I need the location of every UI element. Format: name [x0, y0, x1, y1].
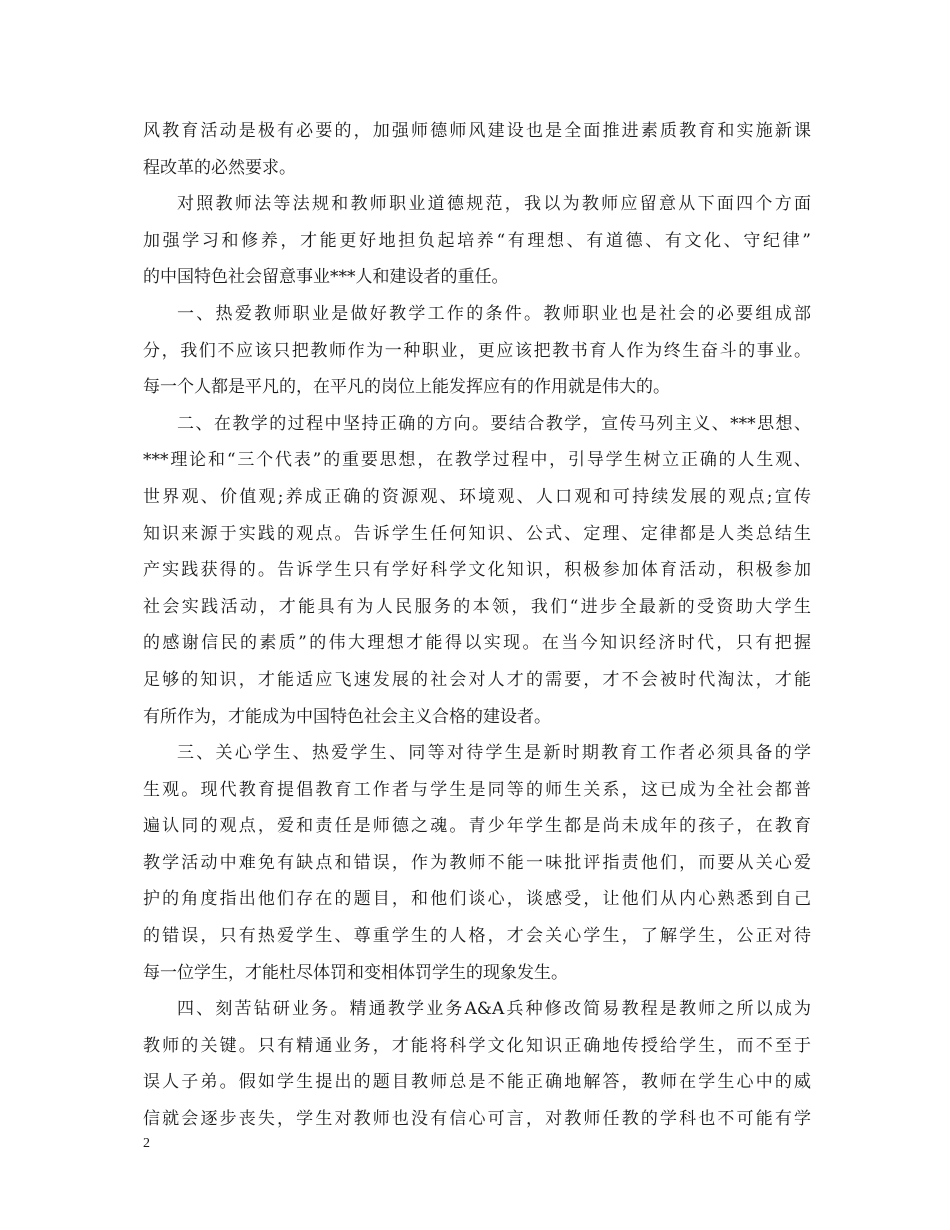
text-line: 社会实践活动，才能具有为人民服务的本领，我们“进步全最新的受资助大学生 [143, 596, 811, 617]
document-body [143, 113, 811, 1138]
text-line: 三、关心学生、热爱学生、同等对待学生是新时期教育工作者必须具备的学 [177, 743, 811, 764]
text-line: ***理论和“三个代表”的重要思想，在教学过程中，引导学生树立正确的人生观、 [143, 450, 811, 471]
paragraph [143, 296, 811, 406]
text-line: 对照教师法等法规和教师职业道德规范，我以为教师应留意从下面四个方面 [177, 194, 811, 215]
text-line: 的感谢信民的素质”的伟大理想才能得以实现。在当今知识经济时代，只有把握 [143, 633, 811, 654]
text-line: 一、热爱教师职业是做好教学工作的条件。教师职业也是社会的必要组成部 [177, 303, 811, 324]
text-line: 风教育活动是极有必要的，加强师德师风建设也是全面推进素质教育和实施新课 [143, 121, 811, 141]
text-line: 足够的知识，才能适应飞速发展的社会对人才的需要，才不会被时代淘汰，才能 [143, 669, 811, 690]
text-line: 生观。现代教育提倡教育工作者与学生是同等的师生关系，这已成为全社会都普 [143, 779, 811, 800]
paragraph [143, 406, 811, 735]
text-line: 每一个人都是平凡的，在平凡的岗位上能发挥应有的作用就是伟大的。 [143, 377, 670, 398]
text-line: 产实践获得的。告诉学生只有学好科学文化知识，积极参加体育活动，积极参加 [143, 560, 811, 581]
text-line: 二、在教学的过程中坚持正确的方向。要结合教学，宣传马列主义、***思想、 [177, 413, 811, 434]
text-line: 的错误，只有热爱学生、尊重学生的人格，才会关心学生，了解学生，公正对待 [143, 926, 811, 947]
page-number: 2 [143, 1136, 150, 1151]
paragraph [143, 735, 811, 991]
text-line: 加强学习和修养，才能更好地担负起培养“有理想、有道德、有文化、守纪律” [143, 230, 811, 251]
text-line: 教师的关键。只有精通业务，才能将科学文化知识正确地传授给学生，而不至于 [143, 1035, 811, 1056]
paragraph [143, 113, 811, 186]
text-line: 误人子弟。假如学生提出的题目教师总是不能正确地解答，教师在学生心中的威 [143, 1072, 811, 1093]
paragraph [143, 991, 811, 1137]
text-line: 四、刻苦钻研业务。精通教学业务A&A兵种修改简易教程是教师之所以成为 [177, 999, 811, 1020]
text-line: 知识来源于实践的观点。告诉学生任何知识、公式、定理、定律都是人类总结生 [143, 523, 811, 544]
text-line: 教学活动中难免有缺点和错误，作为教师不能一味批评指责他们，而要从关心爱 [143, 852, 811, 873]
text-line: 信就会逐步丧失，学生对教师也没有信心可言，对教师任教的学科也不可能有学 [143, 1109, 811, 1130]
text-line: 的中国特色社会留意事业***人和建设者的重任。 [143, 267, 509, 288]
text-line: 护的角度指出他们存在的题目，和他们谈心，谈感受，让他们从内心熟悉到自己 [143, 889, 811, 910]
text-line: 世界观、价值观;养成正确的资源观、环境观、人口观和可持续发展的观点;宣传 [143, 486, 811, 507]
text-line: 遍认同的观点，爱和责任是师德之魂。青少年学生都是尚未成年的孩子，在教育 [143, 816, 811, 837]
text-line: 分，我们不应该只把教师作为一种职业，更应该把教书育人作为终生奋斗的事业。 [143, 340, 811, 361]
text-line: 有所作为，才能成为中国特色社会主义合格的建设者。 [143, 706, 551, 727]
paragraph [143, 186, 811, 296]
text-line: 每一位学生，才能杜尽体罚和变相体罚学生的现象发生。 [143, 962, 568, 983]
text-line: 程改革的必然要求。 [143, 157, 296, 178]
